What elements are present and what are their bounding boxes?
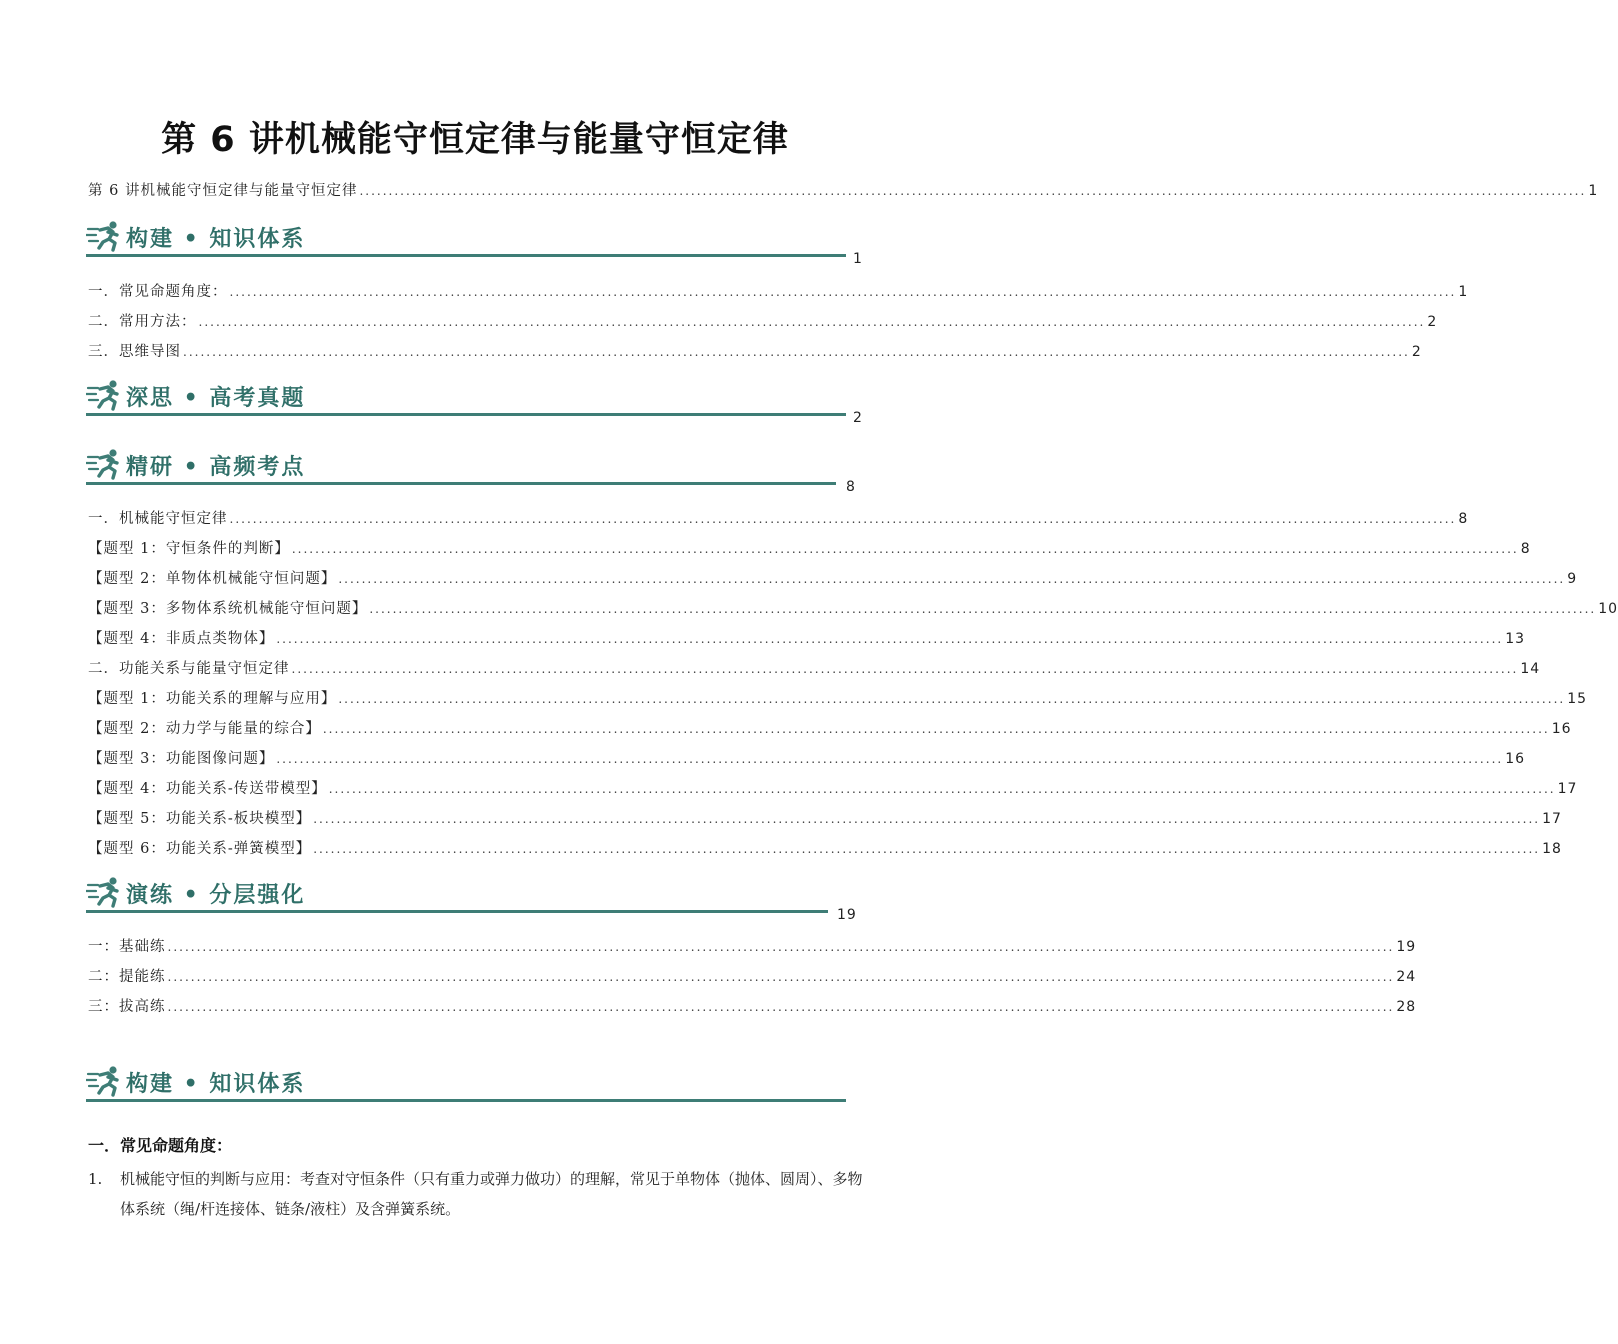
toc-entry-text: 一：基础练 [88, 939, 166, 955]
toc-entry[interactable] [88, 281, 1469, 303]
toc-entry-text: 三：拔高练 [88, 999, 166, 1015]
toc-entry-text: 第 6 讲机械能守恒定律与能量守恒定律 [88, 183, 358, 199]
section-divider [86, 910, 828, 913]
list-item-text: 机械能守恒的判断与应用：考查对守恒条件（只有重力或弹力做功）的理解，常见于单物体（抛体、圆周）、多物体系统（绳/杆连接体、链条/液柱）及含弹簧系统。 [120, 1170, 863, 1218]
section-divider [86, 413, 846, 416]
toc-entry-text: 【题型 3：多物体系统机械能守恒问题】 [88, 601, 368, 617]
toc-entry[interactable] [88, 508, 1469, 530]
toc-entry-page: 28 [1396, 999, 1417, 1015]
toc-entry[interactable] [88, 341, 1422, 363]
toc-section-page: 1 [853, 251, 863, 267]
toc-entry-text: 一．常见命题角度： [88, 284, 228, 300]
section-divider [86, 482, 836, 485]
toc-leader: ................................................................................................................................................................................................................... [328, 782, 1556, 796]
runner-icon [86, 220, 122, 252]
toc-entry-text: 二：提能练 [88, 969, 166, 985]
toc-entry[interactable] [88, 658, 1541, 680]
runner-icon [86, 448, 122, 480]
toc-entry-page: 10 [1598, 601, 1618, 617]
body-subheading: 一．常见命题角度： [88, 1136, 233, 1155]
toc-entry[interactable] [88, 936, 1417, 958]
toc-entry[interactable] [88, 808, 1562, 830]
toc-entry[interactable] [88, 688, 1588, 710]
toc-leader: ................................................................................................................................................................................................................... [338, 692, 1566, 706]
toc-entry[interactable] [88, 778, 1578, 800]
section-heading-label: 构建 • 知识体系 [126, 226, 306, 252]
toc-entry-page: 17 [1557, 781, 1578, 797]
toc-entry-page: 1 [1458, 284, 1469, 300]
toc-entry-page: 14 [1520, 661, 1541, 677]
section-heading-label: 演练 • 分层强化 [126, 882, 306, 908]
toc-entry-text: 二．功能关系与能量守恒定律 [88, 661, 290, 677]
toc-entry-page: 17 [1542, 811, 1562, 827]
toc-leader: ................................................................................................................................................................................................................... [167, 970, 1395, 984]
toc-entry-text: 【题型 2：单物体机械能守恒问题】 [88, 571, 337, 587]
toc-leader: ................................................................................................................................................................................................................... [322, 722, 1550, 736]
toc-entry-page: 24 [1396, 969, 1417, 985]
toc-entry-page: 15 [1567, 691, 1588, 707]
toc-entry[interactable] [88, 568, 1578, 590]
document-title: 第 6 讲机械能守恒定律与能量守恒定律 [161, 120, 789, 160]
toc-entry-text: 【题型 4：非质点类物体】 [88, 631, 275, 647]
section-divider [86, 254, 846, 257]
toc-entry-text: 【题型 1：守恒条件的判断】 [88, 541, 290, 557]
toc-entry[interactable] [88, 966, 1417, 988]
section-heading-label: 构建 • 知识体系 [126, 1071, 306, 1097]
runner-icon [86, 379, 122, 411]
toc-entry[interactable] [88, 996, 1417, 1018]
toc-entry-page: 2 [1427, 314, 1438, 330]
toc-entry-page: 9 [1567, 571, 1578, 587]
toc-entry-page: 1 [1588, 183, 1599, 199]
toc-section-page: 19 [837, 907, 857, 923]
toc-entry[interactable] [88, 838, 1562, 860]
body-section-heading [86, 1061, 846, 1105]
toc-entry-text: 【题型 6：功能关系-弹簧模型】 [88, 841, 312, 857]
list-item-number: 1. [88, 1170, 103, 1188]
toc-entry[interactable] [88, 718, 1572, 740]
toc-leader: ................................................................................................................................................................................................................... [313, 842, 1541, 856]
toc-entry-text: 【题型 4：功能关系-传送带模型】 [88, 781, 327, 797]
toc-leader: ................................................................................................................................................................................................................... [359, 184, 1587, 198]
toc-leader: ................................................................................................................................................................................................................... [338, 572, 1566, 586]
toc-leader: ................................................................................................................................................................................................................... [198, 315, 1426, 329]
section-divider [86, 1099, 846, 1102]
toc-leader: ................................................................................................................................................................................................................... [183, 345, 1410, 359]
toc-leader: ................................................................................................................................................................................................................... [291, 542, 1519, 556]
toc-leader: ................................................................................................................................................................................................................... [167, 1000, 1395, 1014]
toc-entry[interactable] [88, 311, 1438, 333]
toc-section-heading[interactable] [86, 375, 846, 419]
toc-entry-text: 二．常用方法： [88, 314, 197, 330]
toc-section-heading[interactable] [86, 444, 846, 488]
toc-section-page: 2 [853, 410, 863, 426]
list-item [88, 1164, 868, 1224]
toc-entry-page: 16 [1551, 721, 1572, 737]
toc-section-page: 8 [846, 479, 856, 495]
toc-leader: ................................................................................................................................................................................................................... [291, 662, 1519, 676]
toc-entry[interactable] [88, 538, 1531, 560]
toc-entry[interactable] [88, 180, 1599, 202]
toc-entry-page: 16 [1505, 751, 1526, 767]
toc-entry-text: 一．机械能守恒定律 [88, 511, 228, 527]
toc-entry-text: 【题型 3：功能图像问题】 [88, 751, 275, 767]
toc-entry-page: 8 [1520, 541, 1531, 557]
runner-icon [86, 876, 122, 908]
toc-entry[interactable] [88, 748, 1526, 770]
toc-entry-page: 19 [1396, 939, 1417, 955]
toc-section-heading[interactable] [86, 872, 846, 916]
toc-entry-text: 【题型 1：功能关系的理解与应用】 [88, 691, 337, 707]
toc-section-heading[interactable] [86, 216, 846, 260]
toc-entry-text: 【题型 5：功能关系-板块模型】 [88, 811, 312, 827]
section-heading-label: 深思 • 高考真题 [126, 385, 306, 411]
toc-entry[interactable] [88, 598, 1618, 620]
toc-leader: ................................................................................................................................................................................................................... [167, 940, 1395, 954]
section-heading-label: 精研 • 高频考点 [126, 454, 306, 480]
toc-entry-page: 2 [1411, 344, 1422, 360]
toc-leader: ................................................................................................................................................................................................................... [229, 512, 1457, 526]
toc-entry-text: 三．思维导图 [88, 344, 181, 360]
toc-leader: ................................................................................................................................................................................................................... [369, 602, 1597, 616]
toc-leader: ................................................................................................................................................................................................................... [276, 632, 1504, 646]
toc-leader: ................................................................................................................................................................................................................... [276, 752, 1504, 766]
toc-leader: ................................................................................................................................................................................................................... [229, 285, 1457, 299]
toc-entry-page: 8 [1458, 511, 1469, 527]
toc-entry-page: 18 [1542, 841, 1562, 857]
toc-entry[interactable] [88, 628, 1526, 650]
toc-entry-page: 13 [1505, 631, 1526, 647]
toc-leader: ................................................................................................................................................................................................................... [313, 812, 1541, 826]
toc-entry-text: 【题型 2：动力学与能量的综合】 [88, 721, 321, 737]
runner-icon [86, 1065, 122, 1097]
